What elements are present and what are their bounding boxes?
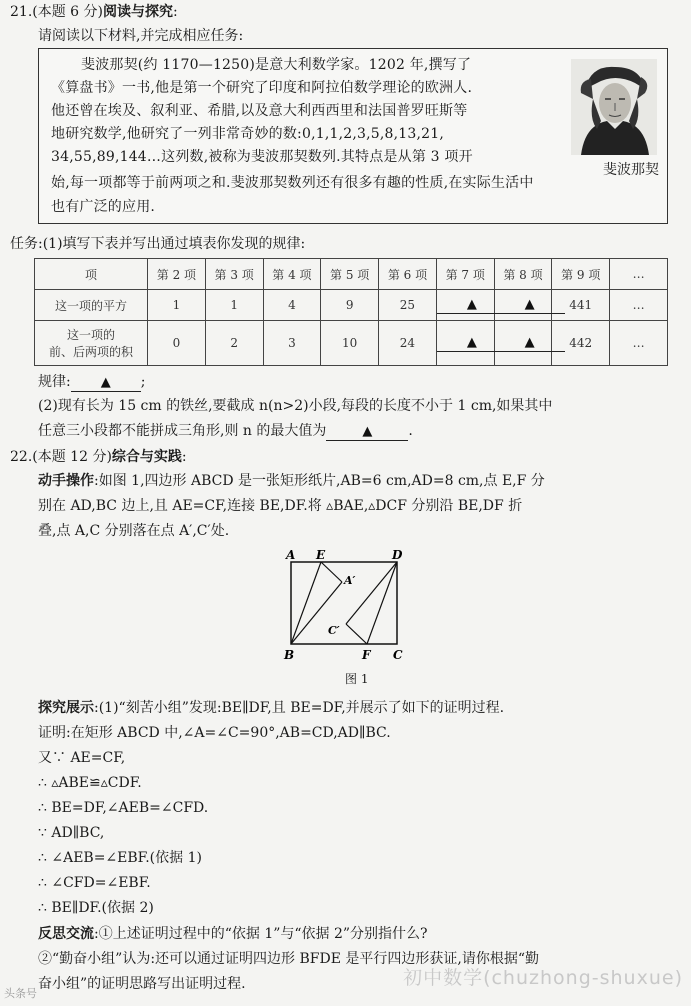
q22-colon: : bbox=[181, 449, 187, 465]
label-a-prime: A′ bbox=[344, 574, 356, 587]
operation-line bbox=[38, 471, 545, 491]
table-cell: 1 bbox=[205, 290, 263, 321]
task2-line bbox=[38, 421, 413, 441]
task2-text: 任意三小段都不能拼成三角形,则 n 的最大值为 bbox=[38, 423, 327, 439]
proof-line: 又∵ AE=CF, bbox=[38, 750, 126, 766]
table-cell: 1 bbox=[148, 290, 206, 321]
q22-header bbox=[10, 447, 187, 467]
material-line: 他还曾在埃及、叙利亚、希腊,以及意大利西西里和法国普罗旺斯等 bbox=[51, 103, 468, 119]
table-header-cell: 第 8 项 bbox=[494, 259, 552, 290]
material-line: 始,每一项都等于前两项之和.斐波那契数列还有很多有趣的性质,在实际生活中 bbox=[51, 175, 534, 191]
watermark: 初中数学(chuzhong-shuxue) bbox=[403, 967, 683, 989]
operation-line: 别在 AD,BC 边上,且 AE=CF,连接 BE,DF.将 ▵BAE,▵DCF 分别沿 BE,DF 折 bbox=[38, 498, 523, 514]
row-label-line: 前、后两项的积 bbox=[48, 345, 133, 359]
table-row bbox=[35, 290, 668, 321]
task1: 任务:(1)填写下表并写出通过填表你发现的规律: bbox=[10, 236, 306, 252]
table-cell: 9 bbox=[321, 290, 379, 321]
material-box bbox=[38, 48, 668, 224]
figure-1 bbox=[282, 548, 412, 666]
fibonacci-table bbox=[34, 258, 668, 366]
table-header-cell: 第 5 项 bbox=[321, 259, 379, 290]
label-c-prime: C′ bbox=[328, 624, 340, 637]
table-cell-blank[interactable] bbox=[494, 321, 552, 366]
proof-line: ∴ BE∥DF.(依据 2) bbox=[38, 900, 154, 916]
q22-number: 22.(本题 12 分) bbox=[10, 449, 112, 465]
reflect-label: 反思交流 bbox=[38, 926, 94, 942]
proof-line: ∴ ∠CFD=∠EBF. bbox=[38, 875, 151, 891]
table-header-cell: 第 3 项 bbox=[205, 259, 263, 290]
table-cell: 441 bbox=[552, 290, 610, 321]
table-cell: … bbox=[610, 290, 668, 321]
table-cell: 25 bbox=[379, 290, 437, 321]
q22-title: 综合与实践 bbox=[111, 449, 182, 465]
table-header-cell: 第 7 项 bbox=[436, 259, 494, 290]
table-cell-blank[interactable] bbox=[436, 321, 494, 366]
table-cell-blank[interactable] bbox=[436, 290, 494, 321]
proof-line: ∴ ∠AEB=∠EBF.(依据 1) bbox=[38, 850, 202, 866]
task2-end: . bbox=[408, 423, 413, 439]
material-line: 《算盘书》一书,他是第一个研究了印度和阿拉伯数学理论的欧洲人. bbox=[51, 80, 473, 96]
figure-caption: 图 1 bbox=[345, 672, 369, 686]
q21-intro: 请阅读以下材料,并完成相应任务: bbox=[38, 28, 244, 44]
material-line: 也有广泛的应用. bbox=[51, 199, 156, 215]
material-line: 斐波那契(约 1170—1250)是意大利数学家。1202 年,撰写了 bbox=[81, 57, 472, 73]
label-e: E bbox=[316, 548, 326, 562]
answer-blank[interactable]: ▲ bbox=[326, 424, 408, 441]
operation-line: 叠,点 A,C 分别落在点 A′,C′处. bbox=[38, 523, 230, 539]
table-cell: 24 bbox=[379, 321, 437, 366]
reflect-line bbox=[38, 924, 428, 944]
fibonacci-portrait bbox=[571, 59, 657, 155]
q21-header bbox=[10, 2, 178, 22]
rule-end: ; bbox=[140, 374, 146, 390]
table-cell: 0 bbox=[148, 321, 206, 366]
table-cell: … bbox=[610, 321, 668, 366]
proof-line: ∵ AD∥BC, bbox=[38, 825, 105, 841]
reflect-line: 奋小组”的证明思路写出证明过程. bbox=[38, 976, 246, 992]
operation-label: 动手操作 bbox=[38, 473, 94, 489]
q21-number: 21.(本题 6 分) bbox=[10, 4, 103, 20]
label-f: F bbox=[362, 648, 371, 662]
reflect-text: :①上述证明过程中的“依据 1”与“依据 2”分别指什么? bbox=[94, 926, 428, 942]
proof-line: ∴ BE=DF,∠AEB=∠CFD. bbox=[38, 800, 209, 816]
table-header-cell: 第 2 项 bbox=[148, 259, 206, 290]
table-cell bbox=[35, 321, 148, 366]
proof-line: ∴ ▵ABE≌▵CDF. bbox=[38, 775, 142, 791]
rule-label: 规律: bbox=[38, 374, 71, 390]
table-cell: 2 bbox=[205, 321, 263, 366]
table-row bbox=[35, 321, 668, 366]
table-header-cell: 第 9 项 bbox=[552, 259, 610, 290]
explore-line bbox=[38, 698, 504, 718]
answer-blank[interactable]: ▲ bbox=[495, 297, 565, 314]
proof-line: 证明:在矩形 ABCD 中,∠A=∠C=90°,AB=CD,AD∥BC. bbox=[38, 725, 391, 741]
answer-blank[interactable]: ▲ bbox=[495, 335, 565, 352]
table-header-cell: … bbox=[610, 259, 668, 290]
table-cell: 这一项的平方 bbox=[35, 290, 148, 321]
table-cell: 4 bbox=[263, 290, 321, 321]
answer-blank[interactable]: ▲ bbox=[437, 297, 507, 314]
label-d: D bbox=[392, 548, 403, 562]
row-label-line: 这一项的 bbox=[66, 328, 115, 342]
table-cell: 3 bbox=[263, 321, 321, 366]
table-cell: 442 bbox=[552, 321, 610, 366]
task2-line: (2)现有长为 15 cm 的铁丝,要截成 n(n>2)小段,每段的长度不小于 1 cm,如果其中 bbox=[38, 398, 553, 414]
answer-blank[interactable]: ▲ bbox=[71, 375, 141, 392]
q21-title: 阅读与探究 bbox=[103, 4, 173, 20]
explore-text: :(1)“刻苦小组”发现:BE∥DF,且 BE=DF,并展示了如下的证明过程. bbox=[94, 700, 505, 716]
q21-colon: : bbox=[173, 4, 178, 20]
reflect-line: ②“勤奋小组”认为:还可以通过证明四边形 BFDE 是平行四边形获证,请你根据“勤 bbox=[38, 951, 539, 967]
watermark-left: 头条号 bbox=[4, 987, 37, 1000]
material-line: 34,55,89,144…这列数,被称为斐波那契数列.其特点是从第 3 项开 bbox=[51, 149, 473, 165]
table-header-cell: 项 bbox=[35, 259, 148, 290]
label-c: C bbox=[393, 648, 403, 662]
explore-label: 探究展示 bbox=[38, 700, 94, 716]
label-b: B bbox=[284, 648, 295, 662]
material-line: 地研究数学,他研究了一列非常奇妙的数:0,1,1,2,3,5,8,13,21, bbox=[51, 126, 444, 142]
table-cell-blank[interactable] bbox=[494, 290, 552, 321]
operation-text: :如图 1,四边形 ABCD 是一张矩形纸片,AB=6 cm,AD=8 cm,点 E,F 分 bbox=[94, 473, 545, 489]
answer-blank[interactable]: ▲ bbox=[437, 335, 507, 352]
table-row bbox=[35, 259, 668, 290]
label-a: A bbox=[286, 548, 296, 562]
table-header-cell: 第 6 项 bbox=[379, 259, 437, 290]
table-cell: 10 bbox=[321, 321, 379, 366]
portrait-caption: 斐波那契 bbox=[603, 162, 659, 178]
rule-line bbox=[38, 372, 145, 392]
table-header-cell: 第 4 项 bbox=[263, 259, 321, 290]
